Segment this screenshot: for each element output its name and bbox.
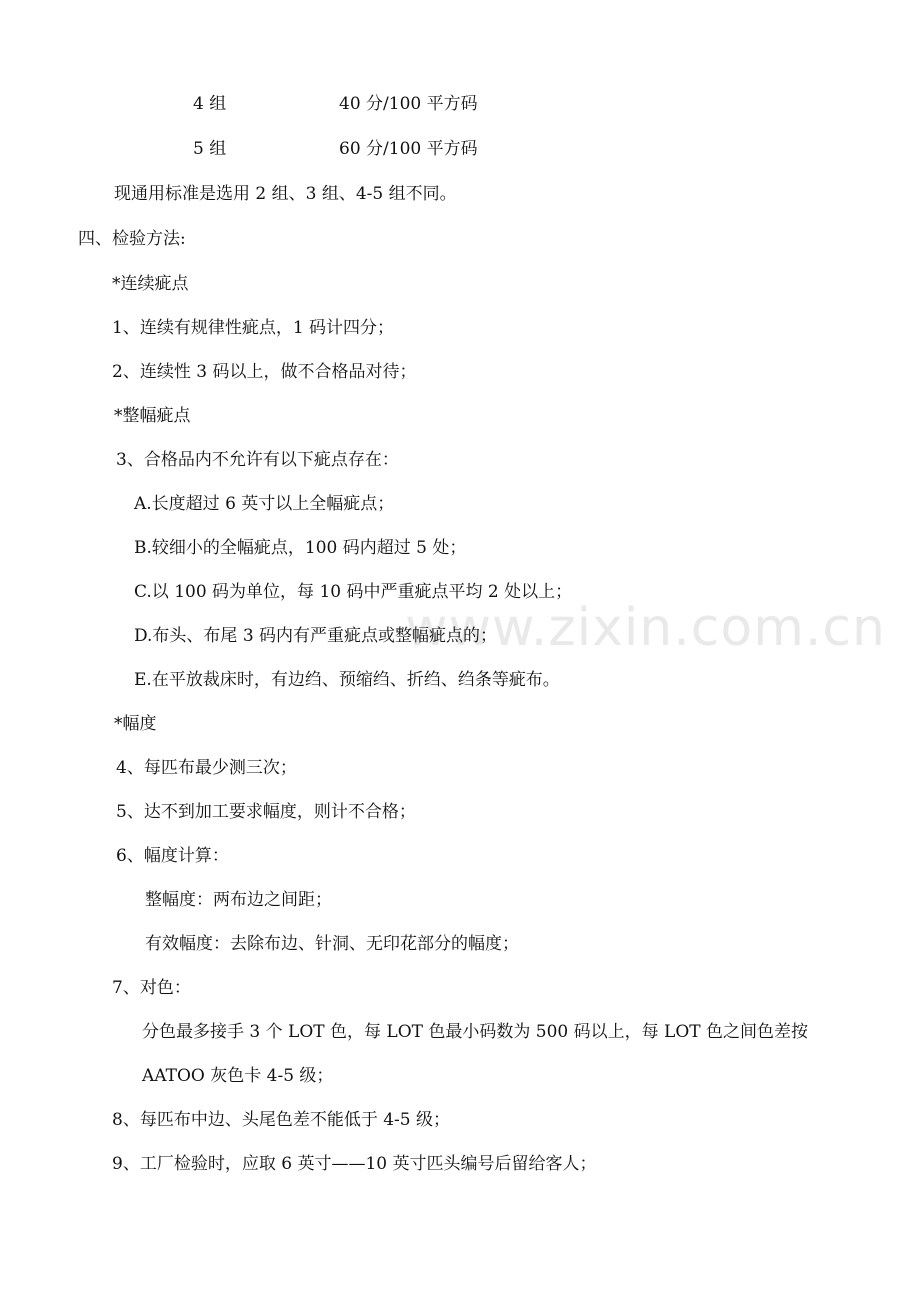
grade-group-4: 4 组: [193, 94, 227, 114]
grade-score-5: 60 分/100 平方码: [339, 139, 478, 159]
list-item: 1、连续有规律性疵点，1 码计四分；: [112, 318, 395, 338]
sub-item: D.布头、布尾 3 码内有严重疵点或整幅疵点的；: [134, 626, 498, 646]
list-item: 7、对色：: [112, 978, 191, 998]
standard-note: 现通用标准是选用 2 组、3 组、4-5 组不同。: [114, 184, 457, 204]
list-item: 5、达不到加工要求幅度，则计不合格；: [116, 802, 416, 822]
sub-item: B.较细小的全幅疵点，100 码内超过 5 处；: [134, 538, 467, 558]
subheading-continuous: *连续疵点: [112, 274, 189, 294]
list-item: 6、幅度计算：: [116, 846, 229, 866]
list-item: 9、工厂检验时，应取 6 英寸——10 英寸匹头编号后留给客人；: [112, 1154, 597, 1174]
sub-item: A.长度超过 6 英寸以上全幅疵点；: [134, 494, 395, 514]
grade-group-5: 5 组: [193, 139, 227, 159]
sub-item: AATOO 灰色卡 4-5 级；: [142, 1066, 334, 1086]
grade-score-4: 40 分/100 平方码: [339, 94, 478, 114]
watermark: www.zixin.com.cn: [405, 598, 886, 658]
list-item: 2、连续性 3 码以上，做不合格品对待；: [112, 362, 417, 382]
subheading-width: *幅度: [114, 714, 157, 734]
sub-item: 整幅度：两布边之间距；: [145, 890, 332, 910]
sub-item: 分色最多接手 3 个 LOT 色，每 LOT 色最小码数为 500 码以上，每 LOT 色之间色差按: [142, 1022, 808, 1042]
sub-item: E.在平放裁床时，有边绉、预缩绉、折绉、绉条等疵布。: [134, 670, 560, 690]
list-item: 4、每匹布最少测三次；: [116, 758, 297, 778]
subheading-fullwidth: *整幅疵点: [114, 406, 191, 426]
list-item: 3、合格品内不允许有以下疵点存在：: [116, 450, 399, 470]
sub-item: C.以 100 码为单位，每 10 码中严重疵点平均 2 处以上；: [134, 582, 573, 602]
sub-item: 有效幅度：去除布边、针洞、无印花部分的幅度；: [145, 934, 519, 954]
list-item: 8、每匹布中边、头尾色差不能低于 4-5 级；: [112, 1110, 450, 1130]
section-title: 四、检验方法:: [78, 229, 186, 249]
